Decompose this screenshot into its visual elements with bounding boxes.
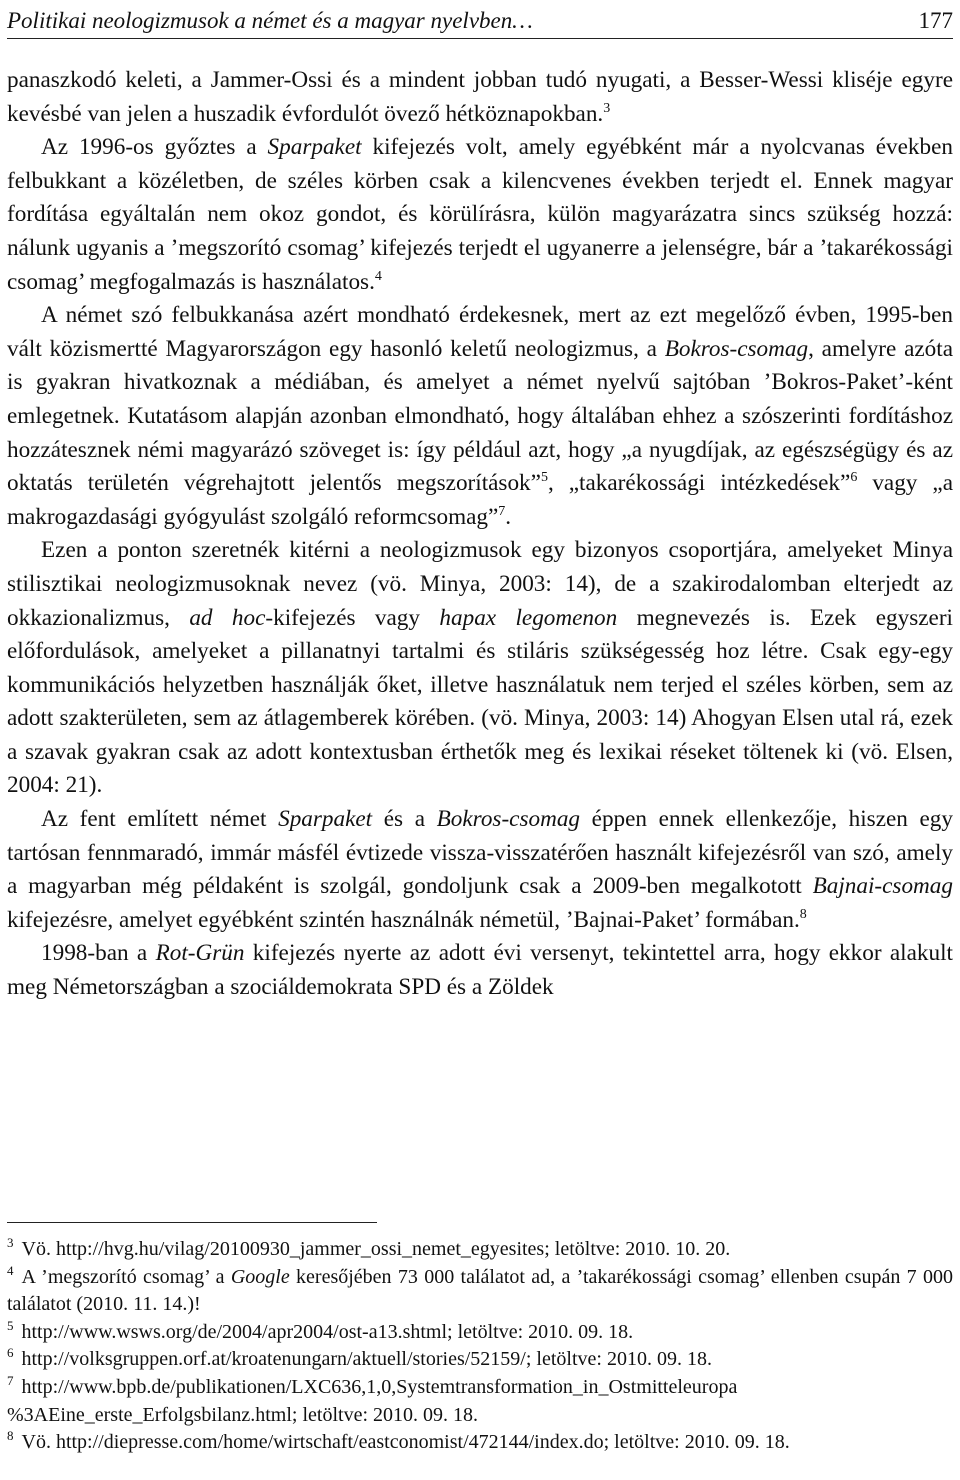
paragraph [7,803,953,937]
footnote-separator [7,1222,377,1223]
text-run: . [505,503,512,530]
footnote-ref[interactable]: 8 [799,906,807,922]
italic-term: Rot-Grün [155,940,245,967]
body-text [7,64,953,1005]
footnote-text: keresőjében 73 000 találatot ad, a ’takarékossági csomag’ ellenben csupán 7 000 találatot (2010. 11. 14.)! [7,1265,954,1316]
text-run: kifejezés nyerte az adott évi versenyt, tekintettel arra, hogy ekkor alakult meg Németországban a szociáldemokrata SPD és a Zöldek [7,940,953,1001]
italic-term: Sparpaket [267,134,362,161]
text-run: Az 1996-os győztes a [41,134,268,161]
footnote-number: 4 [7,1262,14,1278]
text-run: A német szó felbukkanása azért mondható érdekesnek, mert az ezt megelőző évben, 1995-ben vált közismertté Magyarországon egy hasonló keletű neologizmus, a [7,302,953,362]
footnote-text[interactable]: Vö. http://diepresse.com/home/wirtschaft/eastconomist/472144/index.do; letöltve: 2010. 09. 18. [21,1431,790,1454]
italic-term: ad hoc [189,604,266,631]
text-run: kifejezésre, amelyet egyébként szintén használnák németül, ’Bajnai-Paket’ formában. [7,906,800,933]
page-number: 177 [918,8,953,33]
footnote-ref[interactable]: 4 [374,268,382,284]
text-run: Az fent említett német [41,806,279,833]
text-run: kifejezés volt, amely egyébként már a nyolcvanas években felbukkant a közéletben, de széles körben csak a kilencvenes években terjedt el. Ennek magyar fordítása egyáltalán nem okoz gondot, és körülírásra, külön magyarázatra sincs szükség hozzá: nálunk ugyanis a ’megszorító csomag’ kifejezés terjedt el ugyanerre a jelenségre, bár a ’takarékossági csomag’ megfogalmazás is használatos. [7,134,954,295]
footnote [7,1374,953,1429]
running-title: Politikai neologizmusok a német és a magyar nyelvben… [7,8,533,33]
italic-term: Bajnai-csomag [812,873,953,900]
text-run: , amelyre azóta is gyakran hivatkoznak a médiában, és amelyet a német nyelvű sajtóban ’Bokros-Paket’-ként emlegetnek. Kutatásom alapján azonban elmondható, hogy általában ehhez a szószerinti fordításhoz hozzátesznek némi magyarázó szöveget is: így például azt, hogy „a nyugdíjak, az egészségügy és az oktatás területén végrehajtott jelentős megszorítások” [7,335,953,497]
text-run: megnevezés is. Ezek egyszeri előfordulások, amelyeket a pillanatnyi tartalmi és stiláris szükségesség hoz létre. Csak egy-egy kommunikációs helyzetben használják őket, illetve használatuk nem terjed el széles körben, sem az adott szakterületen, sem az átlagemberek körében. (vö. Minya, 2003: 14) Ahogyan Elsen utal rá, ezek a szavak gyakran csak az adott kontextusban érthetők meg és lexikai réseket töltenek ki (vö. Elsen, 2004: 21). [7,604,953,799]
footnote-text[interactable]: http://www.bpb.de/publikationen/LXC636,1,0,Systemtransformation_in_Ostmitteleuropa %3AEine_erste_Erfolgsbilanz.html; letöltve: 2010. 09. 18. [7,1375,738,1426]
footnote-italic: Google [230,1265,290,1288]
text-run: , „takarékossági intézkedések” [547,470,851,497]
footnote [7,1264,953,1319]
footnote-text: A ’megszorító csomag’ a [21,1265,231,1288]
footnote-number: 8 [7,1428,14,1444]
footnote-number: 5 [7,1317,14,1333]
text-run: és a [372,806,437,833]
text-run: éppen ennek ellenkezője, hiszen egy tartósan fennmaradó, immár másfél évtizede vissza-visszatérően használt kifejezésről van szó, amely a magyarban még példaként is szolgál, gondoljunk csak a 2009-ben megalkotott [7,806,953,900]
footnote-text[interactable]: http://www.wsws.org/de/2004/apr2004/ost-a13.shtml; letöltve: 2010. 09. 18. [21,1320,634,1343]
footnote [7,1429,953,1457]
footnote-ref[interactable]: 7 [498,503,506,519]
italic-term: Sparpaket [278,806,373,833]
paragraph [7,131,953,299]
footnote-ref[interactable]: 5 [540,470,548,486]
footnotes [7,1236,953,1457]
footnote-number: 3 [7,1235,14,1250]
footnote-ref[interactable]: 6 [850,470,858,486]
footnote [7,1319,953,1347]
italic-term: Bokros-csomag [436,806,581,833]
paragraph [7,64,953,131]
text-run: -kifejezés vagy [265,604,440,631]
italic-term: Bokros-csomag [664,335,809,362]
footnote [7,1346,953,1374]
footnote-text[interactable]: Vö. http://hvg.hu/vilag/20100930_jammer_ossi_nemet_egyesites; letöltve: 2010. 10. 20. [21,1238,731,1260]
text-run: panaszkodó keleti, a Jammer-Ossi és a mindent jobban tudó nyugati, a Besser-Wessi kliséje egyre kevésbé van jelen a huszadik évfordulót övező hétköznapokban. [7,67,953,127]
footnote-ref[interactable]: 3 [603,100,611,116]
text-run: vagy „a makrogazdasági gyógyulást szolgáló reformcsomag” [7,470,953,530]
footnote-text[interactable]: http://volksgruppen.orf.at/kroatenungarn/aktuell/stories/52159/; letöltve: 2010. 09. 18. [21,1348,712,1371]
footnote-number: 7 [7,1372,14,1388]
footnote-number: 6 [7,1345,14,1361]
paragraph [7,534,953,803]
italic-term: hapax legomenon [439,604,618,631]
running-header [7,4,953,39]
footnote [7,1236,953,1264]
paragraph [7,937,953,1004]
text-run: 1998-ban a [41,940,156,967]
paragraph [7,299,953,534]
text-run: Ezen a ponton szeretnék kitérni a neologizmusok egy bizonyos csoportjára, amelyeket Minya stilisztikai neologizmusoknak nevez (vö. Minya, 2003: 14), de a szakirodalomban elterjedt az okkazionalizmus, [7,537,953,631]
document-page [7,0,953,1480]
